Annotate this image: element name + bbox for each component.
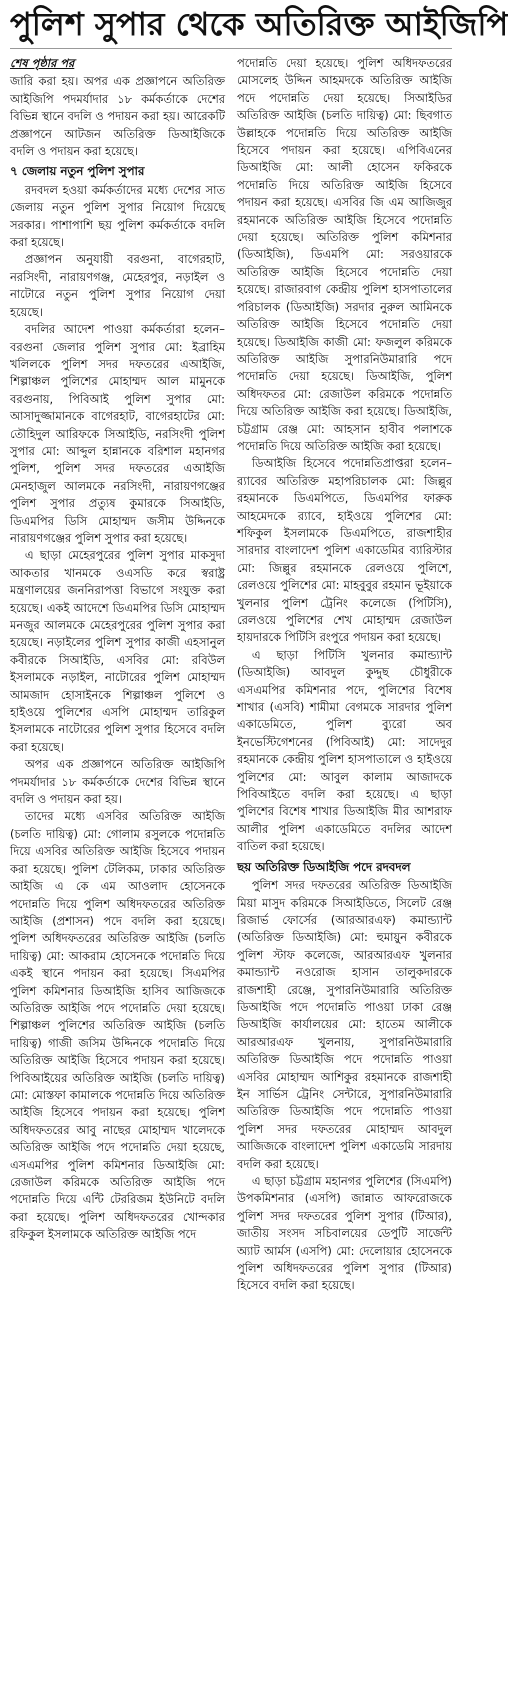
article-body [10, 55, 452, 1689]
headline: পুলিশ সুপার থেকে অতিরিক্ত আইজিপি [10, 4, 452, 49]
paragraph: জারি করা হয়। অপর এক প্রজ্ঞাপনে অতিরিক্ত আইজিপি পদমর্যাদার ১৮ কর্মকর্তাকে দেশের বিভিন্ন স্থানে বদলি ও পদায়ন করা হয়। আরেকটি প্রজ্ঞাপনে আটজন অতিরিক্ত ডিআইজিকে বদলি ও পদায়ন করা হয়েছে। [10, 74, 225, 159]
paragraph: বদলির আদেশ পাওয়া কর্মকর্তারা হলেন– বরগুনা জেলার পুলিশ সুপার মো: ইব্রাহিম খলিলকে পুলিশ সদর দফতরের এআইজি, শিল্পাঞ্চল পুলিশের মোহাম্মদ আল মামুনকে বরগুনায়, পিবিআই পুলিশ সুপার মো: আসাদুজ্জামানকে বাগেরহাট, বাগেরহাটের মো: তৌহিদুল আরিফকে সিআইডি, নরসিংদী পুলিশ সুপার মো: আব্দুল হান্নানকে বরিশাল মহানগর পুলিশ, পুলিশ সদর দফতরের এআইজি মেনহাজুল আলমকে নরসিংদী, নারায়ণগঞ্জের পুলিশ সুপার প্রত্যুষ কুমারকে সিআইডি, ডিএমপির ডিসি মোহাম্মদ জসীম উদ্দিনকে নারায়ণগঞ্জের পুলিশ সুপার করা হয়েছে। [10, 322, 225, 545]
right-column [237, 55, 452, 1689]
continued-from-label: শেষ পৃষ্ঠার পর [10, 56, 75, 70]
subheading: ছয় অতিরিক্ত ডিআইজি পদে রদবদল [237, 859, 411, 874]
paragraph: পুলিশ সদর দফতরের অতিরিক্ত ডিআইজি মিয়া মাসুদ করিমকে সিআইডিতে, সিলেট রেঞ্জ রিজার্ভ ফোর্সের (আরআরএফ) কমান্ড্যান্ট (অতিরিক্ত ডিআইজি) মো: হুমায়ুন কবীরকে পুলিশ স্টাফ কলেজে, আরআরএফ খুলনার কমান্ড্যান্ট নওরোজ হাসান তালুকদারকে রাজশাহী রেঞ্জে, সুপারনিউমারারি অতিরিক্ত ডিআইজি পদে পদোন্নতি পাওয়া ঢাকা রেঞ্জ ডিআইজি কার্যালয়ের মো: হাতেম আলীকে আরআরএফ খুলনায়, সুপারনিউমারারি অতিরিক্ত ডিআইজি পদে পদোন্নতি পাওয়া এসবির মোহাম্মদ আশিকুর রহমানকে রাজশাহী ইন সার্ভিস ট্রেনিং সেন্টারে, সুপারনিউমারারি অতিরিক্ত ডিআইজি পদে পদোন্নতি পাওয়া পুলিশ সদর দফতরের মোহাম্মদ আবদুল আজিজকে বাংলাদেশ পুলিশ একাডেমি সারদায় বদলি করা হয়েছে। [237, 878, 452, 1171]
paragraph: অপর এক প্রজ্ঞাপনে অতিরিক্ত আইজিপি পদমর্যাদার ১৮ কর্মকর্তাকে দেশের বিভিন্ন স্থানে বদলি ও পদায়ন করা হয়। [10, 757, 225, 807]
paragraph: এ ছাড়া পিটিসি খুলনার কমান্ড্যান্ট (ডিআইজি) আবদুল কুদ্দুছ চৌধুরীকে এসএমপির কমিশনার পদে, পুলিশের বিশেষ শাখার (এসবি) শামীমা বেগমকে সারদার পুলিশ একাডেমিতে, পুলিশ ব্যুরো অব ইনভেস্টিগেশনের (পিবিআই) মো: সাদেদুর রহমানকে কেন্দ্রীয় পুলিশ হাসপাতালে ও হাইওয়ে পুলিশের মো: আবুল কালাম আজাদকে পিবিআইতে বদলি করা হয়েছে। এ ছাড়া পুলিশের বিশেষ শাখার ডিআইজি মীর আশরাফ আলীর পুলিশ একাডেমিতে বদলির আদেশ বাতিল করা হয়েছে। [237, 647, 452, 854]
paragraph: প্রজ্ঞাপন অনুযায়ী বরগুনা, বাগেরহাট, নরসিংদী, নারায়ণগঞ্জ, মেহেরপুর, নড়াইল ও নাটোরে নতুন পুলিশ সুপার নিয়োগ দেয়া হয়েছে। [10, 252, 225, 319]
paragraph: তাদের মধ্যে এসবির অতিরিক্ত আইজি (চলতি দায়িত্ব) মো: গোলাম রসুলকে পদোন্নতি দিয়ে এসবির অতিরিক্ত আইজি হিসেবে পদায়ন করা হয়েছে। পুলিশ টেলিকম, ঢাকার অতিরিক্ত আইজি এ কে এম আওলাদ হোসেনকে পদোন্নতি দিয়ে পুলিশ অধিদফতরের অতিরিক্ত আইজি (প্রশাসন) পদে বদলি করা হয়েছে। পুলিশ অধিদফতরের অতিরিক্ত আইজি (চলতি দায়িত্ব) মো: আকরাম হোসেনকে পদোন্নতি দিয়ে একই স্থানে পদায়ন করা হয়েছে। সিএমপির পুলিশ কমিশনার ডিআইজি হাসিব আজিজকে অতিরিক্ত আইজি পদে পদোন্নতি দেয়া হয়েছে। শিল্পাঞ্চল পুলিশের অতিরিক্ত আইজি (চলতি দায়িত্ব) গাজী জসিম উদ্দিনকে পদোন্নতি দিয়ে অতিরিক্ত আইজি হিসেবে পদায়ন করা হয়েছে। পিবিআইয়ের অতিরিক্ত আইজি (চলতি দায়িত্ব) মো: মোস্তফা কামালকে পদোন্নতি দিয়ে অতিরিক্ত আইজি হিসেবে পদায়ন করা হয়েছে। পুলিশ অধিদফতরের আবু নাছের মোহাম্মদ খালেদকে অতিরিক্ত আইজি পদে পদোন্নতি দেয়া হয়েছে, এসএমপির পুলিশ কমিশনার ডিআইজি মো: রেজাউল করিমকে অতিরিক্ত আইজি পদে পদোন্নতি দিয়ে এন্টি টেররিজম ইউনিটে বদলি করা হয়েছে। পুলিশ অধিদফতরের খোন্দকার রফিকুল ইসলামকে অতিরিক্ত আইজি পদে [10, 809, 225, 1242]
left-column [10, 55, 225, 1689]
paragraph: ডিআইজি হিসেবে পদোন্নতিপ্রাপ্তরা হলেন– র‍্যাবের অতিরিক্ত মহাপরিচালক মো: জিল্লুর রহমানকে ডিএমপিতে, ডিএমপির ফারুক আহমেদকে র‍্যাবে, হাইওয়ে পুলিশের মো: শফিকুল ইসলামকে ডিএমপিতে, রাজশাহীর সারদার বাংলাদেশ পুলিশ একাডেমির ব্যারিস্টার মো: জিল্লুর রহমানকে রেলওয়ে পুলিশে, রেলওয়ে পুলিশের মো: মাহবুবুর রহমান ভূইয়াকে খুলনার পুলিশ ট্রেনিং কলেজে (পিটিসি), রেলওয়ে পুলিশের শেখ মোহাম্মদ রেজাউল হায়দারকে পিটিসি রংপুরে পদায়ন করা হয়েছে। [237, 456, 452, 645]
paragraph: এ ছাড়া মেহেরপুরের পুলিশ সুপার মাকসুদা আকতার খানমকে ওএসডি করে স্বরাষ্ট্র মন্ত্রণালয়ের জননিরাপত্তা বিভাগে সংযুক্ত করা হয়েছে। একই আদেশে ডিএমপির ডিসি মোহাম্মদ মনজুর আলমকে মেহেরপুরের পুলিশ সুপার করা হয়েছে। নড়াইলের পুলিশ সুপার কাজী এহসানুল কবীরকে সিআইডি, এসবির মো: রবিউল ইসলামকে নড়াইল, নাটোরের পুলিশ মোহাম্মদ আমজাদ হোসাইনকে শিল্পাঞ্চল পুলিশে ও হাইওয়ে পুলিশের এসপি মোহাম্মদ তারিকুল ইসলামকে নাটোরের পুলিশ সুপার হিসেবে বদলি করা হয়েছে। [10, 548, 225, 754]
subheading: ৭ জেলায় নতুন পুলিশ সুপার [10, 164, 145, 179]
paragraph: পদোন্নতি দেয়া হয়েছে। পুলিশ অধিদফতরের মোসলেহ উদ্দিন আহমদকে অতিরিক্ত আইজি পদে পদোন্নতি দেয়া হয়েছে। সিআইডির অতিরিক্ত আইজি (চলতি দায়িত্ব) মো: ছিবগাত উল্লাহকে পদোন্নতি দিয়ে অতিরিক্ত আইজি হিসেবে পদায়ন করা হয়েছে। এপিবিএনের ডিআইজি মো: আলী হোসেন ফকিরকে পদোন্নতি দিয়ে অতিরিক্ত আইজি হিসেবে পদায়ন করা হয়েছে। এসবির জি এম আজিজুর রহমানকে অতিরিক্ত আইজি হিসেবে পদোন্নতি দেয়া হয়েছে। অতিরিক্ত পুলিশ কমিশনার (ডিআইজি), ডিএমপি মো: সরওয়ারকে অতিরিক্ত আইজি হিসেবে পদোন্নতি দেয়া হয়েছে। রাজারবাগ কেন্দ্রীয় পুলিশ হাসপাতালের পরিচালক (ডিআইজি) সরদার নুরুল আমিনকে অতিরিক্ত আইজি হিসেবে পদোন্নতি দেয়া হয়েছে। ডিআইজি কাজী মো: ফজলুল করিমকে অতিরিক্ত আইজি সুপারনিউমারারি পদে পদোন্নতি দেয়া হয়েছে। ডিআইজি, পুলিশ অধিদফতর মো: রেজাউল করিমকে পদোন্নতি দিয়ে অতিরিক্ত আইজি করা হয়েছে। ডিআইজি, চট্টগ্রাম রেঞ্জ মো: আহসান হাবীব পলাশকে পদোন্নতি দিয়ে অতিরিক্ত আইজি করা হয়েছে। [237, 56, 452, 453]
paragraph: রদবদল হওয়া কর্মকর্তাদের মধ্যে দেশের সাত জেলায় নতুন পুলিশ সুপার নিয়োগ দিয়েছে সরকার। পাশাপাশি ছয় পুলিশ কর্মকর্তাকে বদলি করা হয়েছে। [10, 182, 225, 250]
paragraph: এ ছাড়া চট্টগ্রাম মহানগর পুলিশের (সিএমপি) উপকমিশনার (এসপি) জান্নাত আফরোজকে পুলিশ সদর দফতরের পুলিশ সুপার (টিআর), জাতীয় সংসদ সচিবালয়ের ডেপুটি সার্জেন্ট অ্যাট আর্মস (এসপি) মো: দেলোয়ার হোসেনকে পুলিশ অধিদফতরের পুলিশ সুপার (টিআর) হিসেবে বদলি করা হয়েছে। [237, 1174, 452, 1293]
